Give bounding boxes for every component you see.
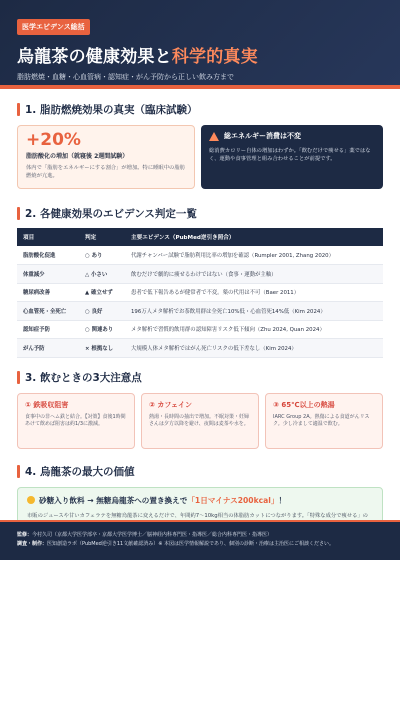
category-tag: 医学エビデンス総括 [17, 19, 90, 35]
judgement-text: 根拠なし [91, 345, 113, 352]
note-card [201, 125, 383, 189]
precaution-description: 熱湯・長時間の抽出で増加。不眠対策・妊婦さんは夕方以降を避け、夜間は麦茶や水を。 [149, 413, 250, 428]
title-accent: 科学的真実 [171, 47, 258, 67]
row-evidence: 大規模人体メタ解析ではがん死亡リスクの低下差なし（Kim 2024） [125, 339, 383, 358]
note-title: 総エネルギー消費は不変 [224, 132, 301, 140]
section-evidence-table [0, 206, 400, 358]
warning-icon [209, 132, 219, 141]
section-precautions [0, 370, 400, 449]
stat-description: 体内で「脂肪をエネルギーにする割合」が増加。特に睡眠中の脂肪燃焼が亢進。 [26, 165, 185, 180]
section-title [17, 370, 383, 385]
evidence-table [17, 228, 383, 358]
row-evidence: 患者で低下報告あるが健常者で不変。薬の代用は不可（Baer 2011） [125, 283, 383, 302]
stat-card [17, 125, 195, 189]
research-text: 医知創造ラボ（PubMed逆引き11文献確認済み）※ 本図は医学情報解説であり、個別の診断・治療は主治医にご相談ください。 [47, 540, 334, 547]
section-title-text: 1. 脂肪燃焼効果の真実（臨床試験） [25, 104, 198, 116]
section-marker [17, 371, 20, 384]
section-title-text: 3. 飲むときの3大注意点 [25, 371, 142, 384]
row-evidence: 196万人メタ解析でお茶飲用群は全死亡10%低・心血管死14%低（Kim 2024） [125, 302, 383, 321]
column-header: 判定 [85, 235, 97, 241]
supervisor-line [17, 531, 383, 540]
row-judgement [79, 265, 125, 284]
table-header-row [17, 228, 383, 246]
column-header: 項目 [23, 235, 35, 241]
table-row [17, 265, 383, 284]
row-item: 心血管死・全死亡 [17, 302, 79, 321]
row-judgement [79, 246, 125, 265]
row-item: 認知症予防 [17, 320, 79, 339]
precaution-card [141, 393, 259, 449]
header-accent-bar [0, 85, 400, 89]
judgement-mark-icon: ○ [85, 327, 90, 334]
callout-description: 市販のジュースや甘いカフェラテを無糖烏龍茶に変えるだけで、年間約7〜10kg相当の体脂肪カットにつながります。「特殊な成分で痩せる」の [27, 512, 368, 519]
judgement-mark-icon: × [85, 345, 90, 352]
table-row [17, 302, 383, 321]
callout-title-suffix: ！ [278, 495, 287, 505]
section-title [17, 464, 383, 479]
judgement-mark-icon: ▲ [85, 290, 90, 297]
precaution-card [17, 393, 135, 449]
table-row [17, 283, 383, 302]
judgement-text: 小さい [91, 271, 108, 278]
supervisor-text: 今村久司（京都大学医学部卒・京都大学医学博士／脳神経内科専門医・指導医／総合内科専門医・指導医） [32, 532, 273, 538]
row-judgement [79, 283, 125, 302]
row-evidence: メタ解析で習慣的飲用群の認知障害リスク低下傾向（Zhu 2024, Quan 2024） [125, 320, 383, 339]
section-fat-burning [0, 102, 400, 189]
callout-title [27, 495, 373, 506]
column-header: 主要エビデンス（PubMed逆引き照合） [131, 235, 235, 241]
judgement-text: 良好 [91, 308, 103, 315]
row-judgement [79, 339, 125, 358]
precaution-description: IARC Group 2A。熱傷による食道がんリスク。少し冷まして適温で飲む。 [273, 413, 370, 428]
row-item: 体重減少 [17, 265, 79, 284]
stat-value: +20% [26, 130, 81, 150]
precaution-title: ③ 65℃以上の熱湯 [273, 400, 335, 409]
section-marker [17, 103, 20, 116]
precaution-card [265, 393, 383, 449]
supervisor-label: 監修： [17, 532, 33, 538]
stat-label: 脂肪酸化の増加（就寝後 2週間試験） [26, 153, 129, 160]
row-evidence: 飲むだけで劇的に痩せるわけではない（食事・運動が主軸） [125, 265, 383, 284]
judgement-mark-icon: ○ [85, 253, 90, 259]
precaution-description: 食事中の非ヘム鉄と結合。【対策】食後1時間あけて飲めば阻害は約1/3に激減。 [25, 413, 126, 428]
precaution-title: ② カフェイン [149, 400, 193, 409]
row-judgement [79, 302, 125, 321]
judgement-text: 確立せず [91, 290, 113, 297]
row-evidence: 代謝チャンバー試験で脂肪利用比率の増加を確認（Rumpler 2001, Zhang 2020） [125, 246, 383, 265]
table-row [17, 246, 383, 265]
note-description: 総消費カロリー自体の増加はわずか。「飲むだけで痩せる」薬ではなく、運動や食事管理と組み合わせることが前提です。 [209, 148, 371, 163]
callout-title-prefix: 砂糖入り飲料 → 無糖烏龍茶への置き換えで [39, 495, 188, 505]
header [0, 0, 400, 85]
title-prefix: 烏龍茶の健康効果と [17, 47, 172, 67]
row-judgement [79, 320, 125, 339]
judgement-mark-icon: ○ [85, 308, 90, 315]
precaution-title: ① 鉄吸収阻害 [25, 400, 69, 409]
judgement-mark-icon: △ [85, 271, 90, 278]
judgement-text: 関連あり [91, 327, 114, 334]
row-item: 脂肪酸化促進 [17, 246, 79, 265]
row-item: がん予防 [17, 339, 79, 358]
section-marker [17, 207, 20, 220]
research-label: 調査・制作： [17, 540, 48, 547]
footer [0, 522, 400, 560]
section-title [17, 206, 383, 221]
page-subtitle: 脂肪燃焼・血糖・心血管病・認知症・がん予防から正しい飲み方まで [17, 73, 234, 81]
section-marker [17, 465, 20, 478]
research-line [17, 540, 383, 549]
section-title-text: 4. 烏龍茶の最大の価値 [25, 465, 135, 478]
table-row [17, 339, 383, 358]
page-title [17, 42, 383, 67]
row-item: 糖尿病改善 [17, 283, 79, 302]
lightbulb-icon [27, 496, 35, 504]
judgement-text: あり [91, 253, 103, 259]
table-row [17, 320, 383, 339]
section-title-text: 2. 各健康効果のエビデンス判定一覧 [25, 208, 197, 220]
callout-title-highlight: 「1日マイナス200kcal」 [187, 495, 279, 505]
section-title [17, 102, 383, 117]
